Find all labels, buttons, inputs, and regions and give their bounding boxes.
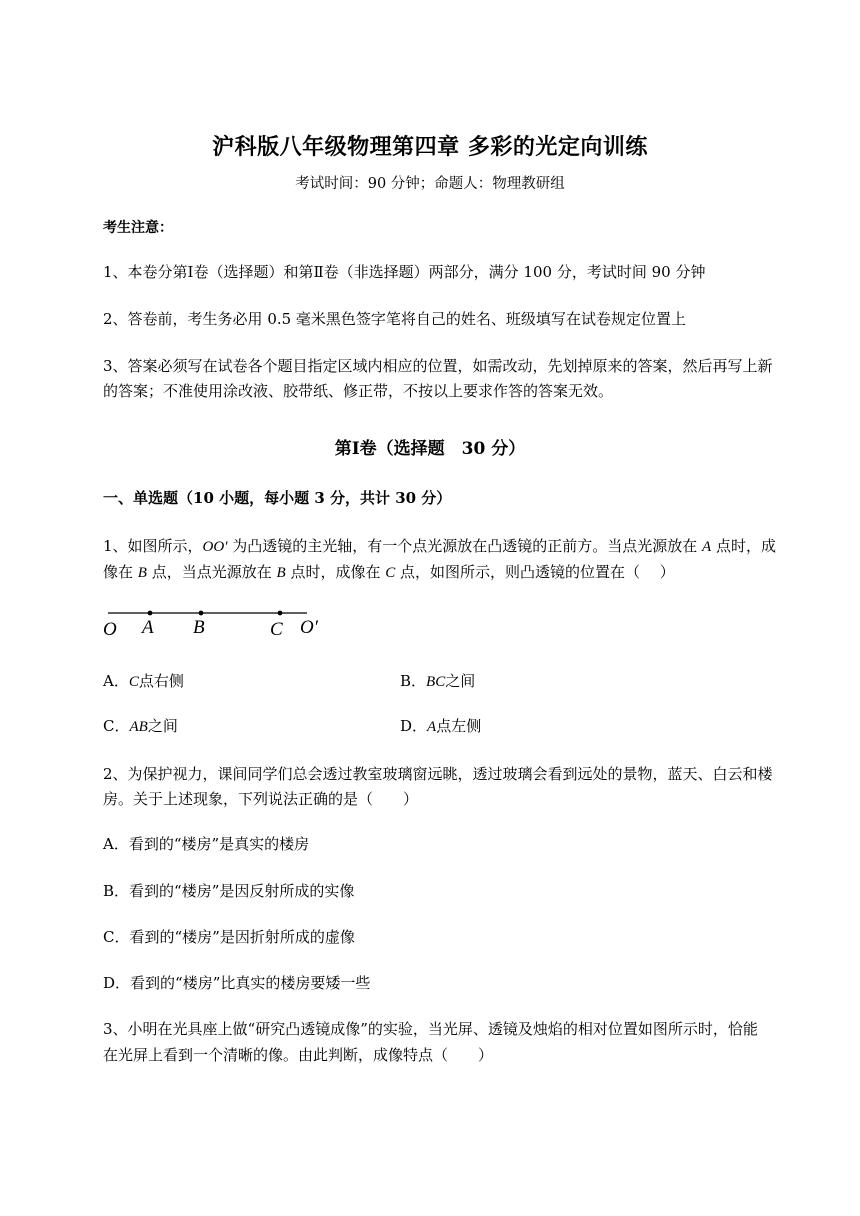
q2-option-b[interactable]: B．看到的“楼房”是因反射所成的实像 [103, 882, 355, 900]
label-o-prime: O′ [300, 617, 318, 638]
notice-item-1: 1、本卷分第Ⅰ卷（选择题）和第Ⅱ卷（非选择题）两部分，满分 100 分，考试时间 90 分钟 [103, 263, 706, 281]
option-var: AB [129, 719, 148, 735]
option-text: 之间 [445, 672, 476, 690]
notice-item-3-cont: 的答案；不准使用涂改液、胶带纸、修正带，不按以上要求作答的答案无效。 [103, 382, 614, 400]
q1-option-a[interactable] [103, 670, 184, 693]
q1-option-b[interactable] [400, 670, 475, 693]
optical-axis-figure [100, 600, 330, 644]
q1-text: 为凸透镜的主光轴，有一个点光源放在凸透镜的正前方。当点光源放在 [227, 537, 703, 555]
notice-heading: 考生注意： [103, 220, 173, 236]
q3-stem-line2: 在光屏上看到一个清晰的像。由此判断，成像特点（ ） [103, 1046, 494, 1064]
q1-option-d[interactable] [400, 715, 481, 738]
q1-text: 点时，成像在 [285, 563, 386, 581]
notice-item-3: 3、答案必须写在试卷各个题目指定区域内相应的位置，如需改动，先划掉原来的答案，然后再写上新 [103, 357, 773, 375]
q1-text: 点时，成 [711, 537, 776, 555]
axis-diagram [100, 600, 330, 644]
option-text: 点左侧 [436, 717, 482, 735]
q2-stem-line2: 房。关于上述现象，下列说法正确的是（ ） [103, 790, 419, 808]
q2-option-d[interactable]: D．看到的“楼房”比真实的楼房要矮一些 [103, 974, 371, 992]
q1-stem-line1 [103, 535, 776, 558]
label-b: B [193, 617, 205, 638]
notice-item-2: 2、答卷前，考生务必用 0.5 毫米黑色签字笔将自己的姓名、班级填写在试卷规定位置上 [103, 310, 686, 328]
option-prefix: D． [400, 717, 428, 735]
q1-text: 1、如图所示， [103, 537, 203, 555]
option-prefix: A． [103, 672, 129, 690]
q1-text: 点，当点光源放在 [146, 563, 277, 581]
q1-var-b: B [137, 565, 147, 581]
q1-var-b: B [276, 565, 286, 581]
label-a: A [142, 617, 154, 638]
point-a-dot [148, 611, 153, 616]
section-title: 第Ⅰ卷（选择题 30 分） [334, 439, 526, 459]
q2-option-a[interactable]: A．看到的“楼房”是真实的楼房 [103, 835, 310, 853]
exam-info: 考试时间：90 分钟；命题人：物理教研组 [295, 176, 565, 192]
q1-text: 像在 [103, 563, 138, 581]
page-title: 沪科版八年级物理第四章 多彩的光定向训练 [212, 134, 648, 160]
option-var: A [427, 719, 437, 735]
point-b-dot [199, 611, 204, 616]
q2-stem-line1: 2、为保护视力，课间同学们总会透过教室玻璃窗远眺，透过玻璃会看到远处的景物，蓝天、白云和楼 [103, 765, 773, 783]
q1-stem-line2 [103, 561, 675, 584]
option-text: 点右侧 [138, 672, 184, 690]
option-prefix: C． [103, 717, 130, 735]
point-c-dot [278, 611, 283, 616]
label-c: C [270, 619, 283, 640]
q1-text: 点，如图所示，则凸透镜的位置在（ ） [395, 563, 675, 581]
option-var: BC [426, 674, 446, 690]
part-heading: 一、单选题（10 小题，每小题 3 分，共计 30 分） [103, 489, 452, 507]
option-text: 之间 [147, 717, 178, 735]
q1-var-c: C [385, 565, 396, 581]
q3-stem-line1: 3、小明在光具座上做“研究凸透镜成像”的实验，当光屏、透镜及烛焰的相对位置如图所示时，恰能 [103, 1020, 758, 1038]
option-var: C [128, 674, 139, 690]
q2-option-c[interactable]: C．看到的“楼房”是因折射所成的虚像 [103, 928, 355, 946]
q1-var-a: A [702, 539, 712, 555]
option-prefix: B． [400, 672, 427, 690]
q1-option-c[interactable] [103, 715, 178, 738]
q1-var-oo: OO′ [202, 539, 228, 555]
label-o: O [103, 619, 117, 640]
